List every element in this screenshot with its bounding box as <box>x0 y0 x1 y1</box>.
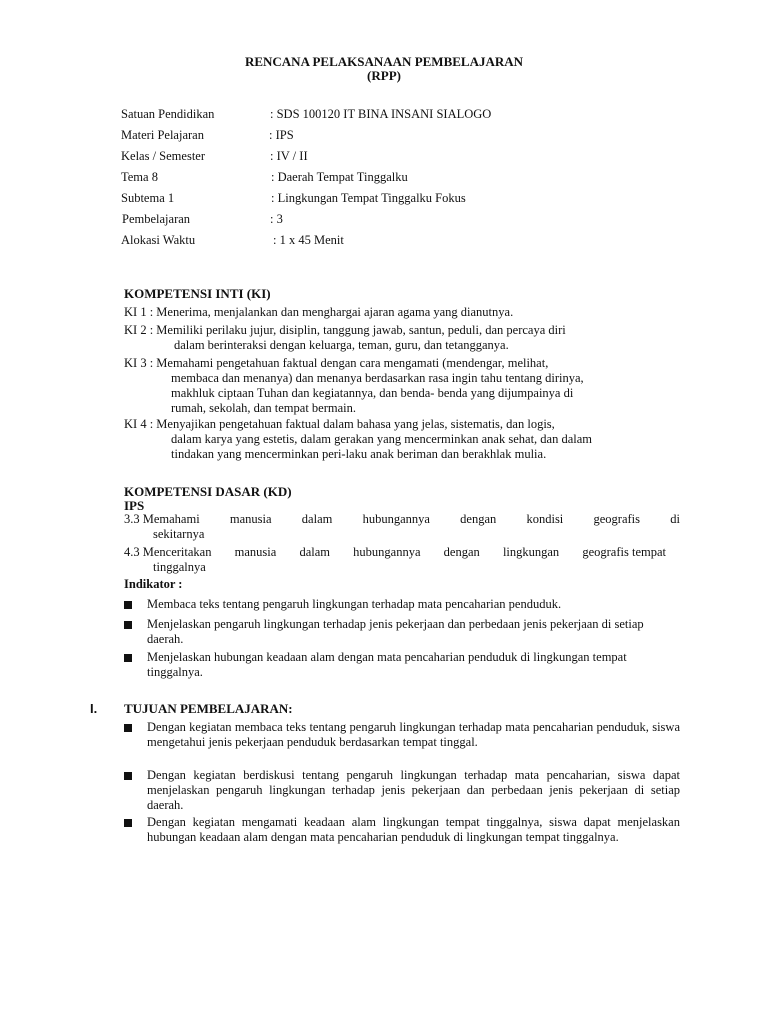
kd-4-3-word: dalam <box>299 545 330 559</box>
kd-4-3-cont: tinggalnya <box>153 560 206 574</box>
tujuan-heading: TUJUAN PEMBELAJARAN: <box>124 701 293 716</box>
ki-item-2 <box>124 323 678 353</box>
ki-3-cont-1: membaca dan menanya) dan menanya berdasarkan rasa ingin tahu tentang dirinya, <box>171 371 584 385</box>
kd-3-3-word: kondisi <box>526 512 564 526</box>
ki-3-text: KI 3 : Memahami pengetahuan faktual dengan cara mengamati (mendengar, melihat, <box>124 356 549 370</box>
info-value-subtema: : Lingkungan Tempat Tinggalku Fokus <box>271 191 466 205</box>
tujuan-text: Dengan kegiatan mengamati keadaan alam lingkungan tempat tinggalnya, siswa dapat menjelaskan hubungan keadaan alam dengan mata pencaharian penduduk di lingkungan tempat tinggalnya. <box>147 815 680 844</box>
kd-3-3-word: dengan <box>460 512 497 526</box>
kd-3-3-word: di <box>670 512 680 526</box>
kd-4-3-word: geografis tempat <box>582 545 666 559</box>
kd-4-3-word: manusia <box>234 545 277 559</box>
indikator-item <box>124 650 680 680</box>
indikator-text: Membaca teks tentang pengaruh lingkungan terhadap mata pencaharian penduduk. <box>147 597 562 611</box>
ki-item-1 <box>124 305 678 320</box>
tujuan-item <box>124 815 680 845</box>
info-value-kelas: : IV / II <box>270 149 308 163</box>
square-bullet-icon <box>124 654 132 662</box>
ki-1-text: KI 1 : Menerima, menjalankan dan menghargai ajaran agama yang dianutnya. <box>124 305 514 319</box>
kd-item-4-3 <box>124 545 666 575</box>
info-label-materi: Materi Pelajaran <box>121 128 204 142</box>
info-value-alokasi: : 1 x 45 Menit <box>273 233 344 247</box>
info-label-subtema: Subtema 1 <box>121 191 175 205</box>
kd-3-3-word: hubungannya <box>362 512 430 526</box>
kd-4-3-word: lingkungan <box>502 545 560 559</box>
ki-item-3 <box>124 356 678 416</box>
square-bullet-icon <box>124 621 132 629</box>
indikator-text: Menjelaskan hubungan keadaan alam dengan mata pencaharian penduduk di lingkungan tempat tinggalnya. <box>147 650 627 679</box>
ki-3-cont-2: makhluk ciptaan Tuhan dan kegiatannya, dan benda- benda yang dijumpainya di <box>171 386 574 400</box>
kd-4-3-word: 4.3 Menceritakan <box>124 545 212 559</box>
tujuan-item <box>124 768 680 813</box>
ki-item-4 <box>124 417 678 462</box>
kd-3-3-word: dalam <box>301 512 333 526</box>
ki-4-cont-1: dalam karya yang estetis, dalam gerakan yang mencerminkan anak sehat, dan dalam <box>171 432 593 446</box>
kd-heading: KOMPETENSI DASAR (KD) <box>124 484 292 499</box>
square-bullet-icon <box>124 601 132 609</box>
kd-4-3-word: hubungannya <box>353 545 421 559</box>
info-label-satuan: Satuan Pendidikan <box>121 107 215 121</box>
ki-2-text: KI 2 : Memiliki perilaku jujur, disiplin, tanggung jawab, santun, peduli, dan percaya diri <box>124 323 566 337</box>
square-bullet-icon <box>124 772 132 780</box>
kd-4-3-word: dengan <box>443 545 480 559</box>
square-bullet-icon <box>124 819 132 827</box>
tujuan-text: Dengan kegiatan berdiskusi tentang pengaruh lingkungan terhadap mata pencaharian, siswa dapat menjelaskan pengaruh lingkungan terhadap jenis pekerjaan dan perbedaan jenis pekerjaan di setiap daerah. <box>147 768 680 812</box>
indikator-text: Menjelaskan pengaruh lingkungan terhadap jenis pekerjaan dan perbedaan jenis pekerjaan di setiap daerah. <box>147 617 644 646</box>
kd-subject: IPS <box>124 498 145 513</box>
square-bullet-icon <box>124 724 132 732</box>
indikator-item <box>124 617 654 647</box>
tujuan-text: Dengan kegiatan membaca teks tentang pengaruh lingkungan terhadap mata pencaharian penduduk, siswa mengetahui jenis pekerjaan penduduk berdasarkan tempat tinggal. <box>147 720 680 749</box>
info-label-pembelajaran: Pembelajaran <box>122 212 191 226</box>
ki-4-text: KI 4 : Menyajikan pengetahuan faktual dalam bahasa yang jelas, sistematis, dan logis, <box>124 417 555 431</box>
kd-item-3-3 <box>124 512 680 542</box>
info-value-materi: : IPS <box>269 128 294 142</box>
ki-heading: KOMPETENSI INTI (KI) <box>124 286 271 301</box>
ki-3-cont-3: rumah, sekolah, dan tempat bermain. <box>171 401 357 415</box>
tujuan-item <box>124 720 680 750</box>
kd-3-3-word: geografis <box>593 512 641 526</box>
indikator-item <box>124 597 680 612</box>
kd-3-3-word: 3.3 Memahami <box>124 512 200 526</box>
info-value-pembelajaran: : 3 <box>270 212 283 226</box>
kd-3-3-word: manusia <box>229 512 272 526</box>
section-number: I. <box>90 701 98 716</box>
info-value-tema: : Daerah Tempat Tinggalku <box>271 170 408 184</box>
ki-4-cont-2: tindakan yang mencerminkan peri-laku anak beriman dan berakhlak mulia. <box>171 447 547 461</box>
document-title: RENCANA PELAKSANAAN PEMBELAJARAN <box>244 54 524 69</box>
ki-2-cont-1: dalam berinteraksi dengan keluarga, teman, guru, dan tetangganya. <box>174 338 509 352</box>
info-label-alokasi: Alokasi Waktu <box>121 233 196 247</box>
info-value-satuan: : SDS 100120 IT BINA INSANI SIALOGO <box>270 107 492 121</box>
indikator-heading: Indikator : <box>124 577 183 591</box>
document-subtitle: (RPP) <box>367 68 401 83</box>
kd-3-3-cont: sekitarnya <box>153 527 205 541</box>
info-label-tema: Tema 8 <box>121 170 158 184</box>
info-label-kelas: Kelas / Semester <box>121 149 206 163</box>
